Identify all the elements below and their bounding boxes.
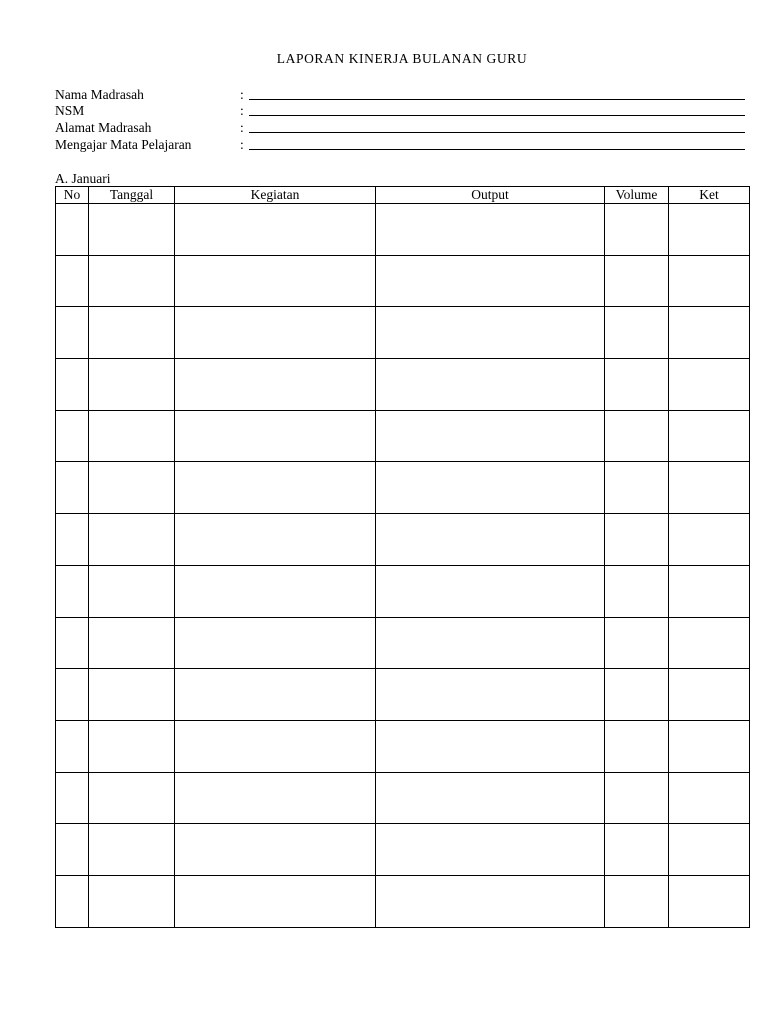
- cell-output[interactable]: [376, 204, 605, 256]
- cell-no[interactable]: [56, 204, 89, 256]
- cell-ket[interactable]: [669, 617, 750, 669]
- cell-volume[interactable]: [605, 617, 669, 669]
- table-row: [56, 772, 750, 824]
- cell-ket[interactable]: [669, 410, 750, 462]
- nama-madrasah-field[interactable]: [249, 99, 745, 100]
- cell-kegiatan[interactable]: [175, 720, 376, 772]
- cell-kegiatan[interactable]: [175, 204, 376, 256]
- cell-kegiatan[interactable]: [175, 255, 376, 307]
- cell-ket[interactable]: [669, 359, 750, 411]
- cell-ket[interactable]: [669, 875, 750, 927]
- cell-no[interactable]: [56, 617, 89, 669]
- table-row: [56, 410, 750, 462]
- cell-tanggal[interactable]: [89, 255, 175, 307]
- section-label: A. Januari: [55, 171, 111, 186]
- cell-volume[interactable]: [605, 565, 669, 617]
- table-header-row: [56, 187, 750, 204]
- table-row: [56, 462, 750, 514]
- cell-tanggal[interactable]: [89, 772, 175, 824]
- cell-tanggal[interactable]: [89, 204, 175, 256]
- field-colon: :: [240, 137, 244, 152]
- cell-kegiatan[interactable]: [175, 307, 376, 359]
- table-row: [56, 204, 750, 256]
- table-row: [56, 875, 750, 927]
- cell-output[interactable]: [376, 617, 605, 669]
- field-colon: :: [240, 120, 244, 135]
- cell-output[interactable]: [376, 514, 605, 566]
- field-label: Mengajar Mata Pelajaran: [55, 137, 192, 152]
- cell-volume[interactable]: [605, 204, 669, 256]
- cell-kegiatan[interactable]: [175, 875, 376, 927]
- table-row: [56, 565, 750, 617]
- cell-ket[interactable]: [669, 204, 750, 256]
- cell-output[interactable]: [376, 824, 605, 876]
- table-row: [56, 359, 750, 411]
- cell-no[interactable]: [56, 565, 89, 617]
- cell-ket[interactable]: [669, 824, 750, 876]
- cell-no[interactable]: [56, 824, 89, 876]
- cell-kegiatan[interactable]: [175, 514, 376, 566]
- alamat-madrasah-field[interactable]: [249, 132, 745, 133]
- cell-no[interactable]: [56, 359, 89, 411]
- cell-volume[interactable]: [605, 514, 669, 566]
- cell-volume[interactable]: [605, 669, 669, 721]
- cell-output[interactable]: [376, 359, 605, 411]
- cell-tanggal[interactable]: [89, 875, 175, 927]
- cell-no[interactable]: [56, 669, 89, 721]
- page-title: LAPORAN KINERJA BULANAN GURU: [276, 51, 528, 66]
- nsm-field[interactable]: [249, 115, 745, 116]
- cell-ket[interactable]: [669, 720, 750, 772]
- cell-output[interactable]: [376, 772, 605, 824]
- table-row: [56, 255, 750, 307]
- cell-kegiatan[interactable]: [175, 410, 376, 462]
- field-label: NSM: [55, 103, 85, 118]
- column-header-output: Output: [376, 187, 605, 204]
- cell-no[interactable]: [56, 514, 89, 566]
- cell-output[interactable]: [376, 875, 605, 927]
- cell-no[interactable]: [56, 875, 89, 927]
- cell-kegiatan[interactable]: [175, 772, 376, 824]
- cell-tanggal[interactable]: [89, 617, 175, 669]
- cell-tanggal[interactable]: [89, 462, 175, 514]
- field-colon: :: [240, 87, 244, 102]
- column-header-ket: Ket: [669, 187, 750, 204]
- cell-no[interactable]: [56, 772, 89, 824]
- report-table: [55, 186, 750, 928]
- cell-tanggal[interactable]: [89, 669, 175, 721]
- table-row: [56, 307, 750, 359]
- cell-kegiatan[interactable]: [175, 359, 376, 411]
- cell-output[interactable]: [376, 410, 605, 462]
- cell-tanggal[interactable]: [89, 410, 175, 462]
- cell-output[interactable]: [376, 565, 605, 617]
- cell-tanggal[interactable]: [89, 824, 175, 876]
- mata-pelajaran-field[interactable]: [249, 149, 745, 150]
- cell-no[interactable]: [56, 720, 89, 772]
- table-row: [56, 669, 750, 721]
- cell-kegiatan[interactable]: [175, 824, 376, 876]
- cell-tanggal[interactable]: [89, 307, 175, 359]
- cell-output[interactable]: [376, 255, 605, 307]
- cell-kegiatan[interactable]: [175, 669, 376, 721]
- cell-no[interactable]: [56, 462, 89, 514]
- cell-ket[interactable]: [669, 462, 750, 514]
- table-row: [56, 720, 750, 772]
- field-label: Alamat Madrasah: [55, 120, 152, 135]
- cell-output[interactable]: [376, 669, 605, 721]
- field-colon: :: [240, 103, 244, 118]
- column-header-tanggal: Tanggal: [89, 187, 175, 204]
- column-header-no: No: [56, 187, 89, 204]
- cell-volume[interactable]: [605, 410, 669, 462]
- cell-ket[interactable]: [669, 565, 750, 617]
- cell-ket[interactable]: [669, 772, 750, 824]
- field-label: Nama Madrasah: [55, 87, 144, 102]
- table-row: [56, 824, 750, 876]
- cell-volume[interactable]: [605, 307, 669, 359]
- cell-kegiatan[interactable]: [175, 617, 376, 669]
- cell-no[interactable]: [56, 307, 89, 359]
- cell-no[interactable]: [56, 255, 89, 307]
- cell-kegiatan[interactable]: [175, 565, 376, 617]
- cell-ket[interactable]: [669, 307, 750, 359]
- cell-tanggal[interactable]: [89, 359, 175, 411]
- cell-volume[interactable]: [605, 772, 669, 824]
- cell-output[interactable]: [376, 720, 605, 772]
- cell-volume[interactable]: [605, 824, 669, 876]
- cell-tanggal[interactable]: [89, 514, 175, 566]
- cell-ket[interactable]: [669, 514, 750, 566]
- table-row: [56, 617, 750, 669]
- cell-output[interactable]: [376, 462, 605, 514]
- table-body: [56, 204, 750, 928]
- cell-tanggal[interactable]: [89, 565, 175, 617]
- column-header-volume: Volume: [605, 187, 669, 204]
- cell-ket[interactable]: [669, 255, 750, 307]
- cell-ket[interactable]: [669, 669, 750, 721]
- column-header-kegiatan: Kegiatan: [175, 187, 376, 204]
- cell-no[interactable]: [56, 410, 89, 462]
- cell-volume[interactable]: [605, 255, 669, 307]
- cell-volume[interactable]: [605, 359, 669, 411]
- cell-volume[interactable]: [605, 462, 669, 514]
- table-row: [56, 514, 750, 566]
- cell-volume[interactable]: [605, 720, 669, 772]
- cell-volume[interactable]: [605, 875, 669, 927]
- cell-output[interactable]: [376, 307, 605, 359]
- cell-kegiatan[interactable]: [175, 462, 376, 514]
- cell-tanggal[interactable]: [89, 720, 175, 772]
